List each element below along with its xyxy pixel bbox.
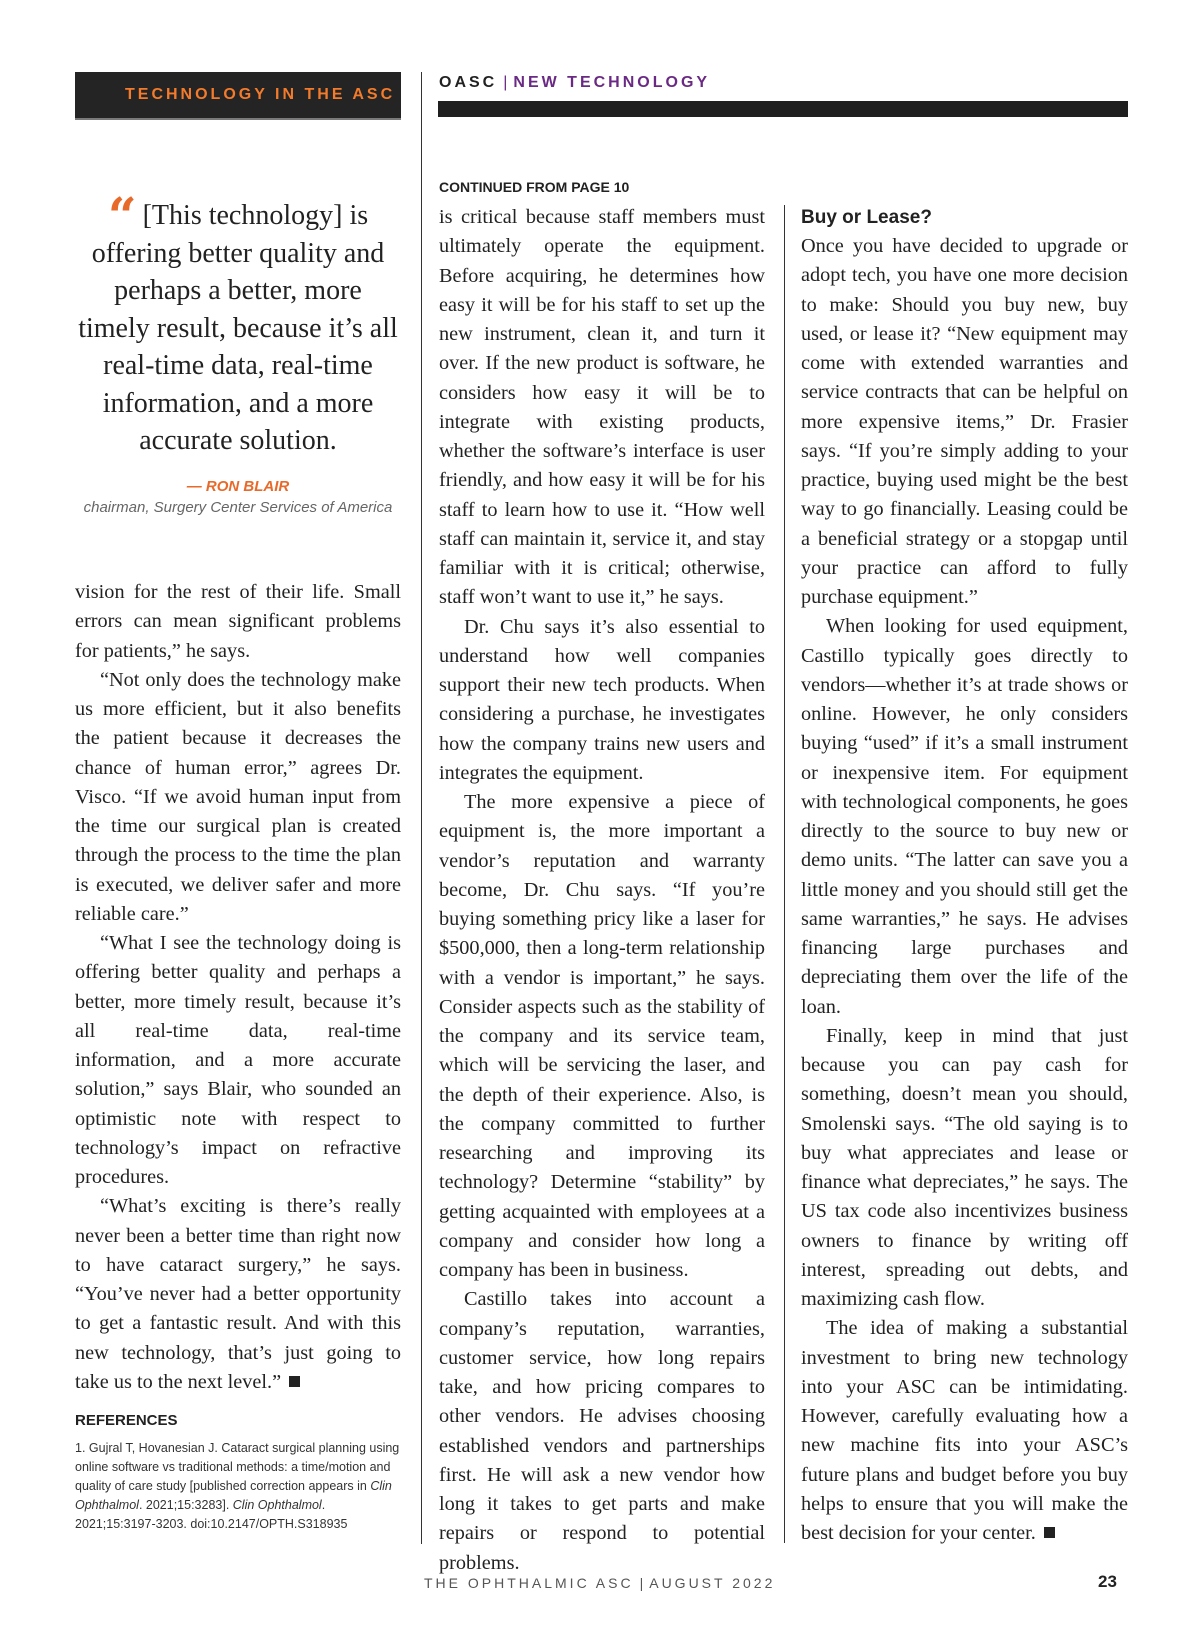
end-mark-icon [1044, 1527, 1055, 1538]
paragraph: Finally, keep in mind that just because you can pay cash for something, doesn’t mean you should, Smolenski says. “The old saying is to buy what appreciates and lease or finance what depreciates,” he says. The US tax code also incentivizes business owners to finance by writing off interest, spreading out debts, and maximizing cash flow. [801, 1024, 1128, 1310]
page-number: 23 [1098, 1572, 1117, 1591]
paragraph: “Not only does the technology make us more efficient, but it also benefits the patient because it decreases the chance of human error,” agrees Dr. Visco. “If we avoid human input from the time our surgical plan is created through the process to the time the plan is executed, we deliver safer and more reliable care.” [75, 668, 401, 925]
pull-quote-title: chairman, Surgery Center Services of America [83, 498, 393, 516]
pull-quote-body: [This technology] is offering better quality and perhaps a better, more timely result, because it’s all real-time data, real-time information, and a more accurate solution. [78, 200, 398, 456]
pull-quote-text [75, 186, 401, 460]
subheading: Buy or Lease? [801, 207, 932, 228]
paragraph: Once you have decided to upgrade or adopt tech, you have one more decision to make: Should you buy new, buy used, or lease it? “New equipment may come with extended warranties and service contracts that can be helpful on more expensive items,” Dr. Frasier says. “If you’re simply adding to your practice, buying used might be the best way to go financially. Leasing could be a beneficial strategy or a stopgap until your practice can afford to fully purchase equipment.” [801, 235, 1128, 608]
running-header [439, 74, 710, 92]
paragraph: is critical because staff members must ultimately operate the equipment. Before acquiring, he determines how easy it will be for his staff to set up the new instrument, clean it, and turn it over. If the new product is software, he considers how easy it will be to integrate with existing products, whether the software’s interface is user friendly, and how easy it will be for his staff to learn how to use it. “How well staff can maintain it, service it, and stay familiar with it is critical; otherwise, staff won’t want to use it,” he says. [439, 206, 765, 609]
header-separator: | [503, 74, 508, 91]
column-divider [421, 72, 422, 1544]
paragraph [801, 1314, 1128, 1548]
header-rule [438, 101, 1128, 117]
paragraph [75, 1192, 401, 1397]
references-heading: REFERENCES [75, 1412, 178, 1429]
paragraph: vision for the rest of their life. Small errors can mean significant problems for patients,” he says. [75, 581, 401, 662]
footer-date: AUGUST 2022 [649, 1575, 776, 1591]
pull-quote-attribution: — RON BLAIR [186, 477, 290, 495]
continued-label: CONTINUED FROM PAGE 10 [439, 179, 630, 195]
page-footer [424, 1575, 775, 1591]
pull-quote [75, 186, 401, 516]
paragraph: When looking for used equipment, Castillo typically goes directly to vendors—whether it’s at trade shows or online. However, he only considers buying “used” if it’s a small instrument or inexpensive item. For equipment with technological components, he goes directly to the source to buy new or demo units. “The latter can save you a little money and you should still get the same warranties,” he says. He advises financing large purchases and depreciating them over the life of the loan. [801, 615, 1128, 1018]
column-divider [784, 205, 785, 1543]
article-column-3 [801, 203, 1128, 1548]
header-section: NEW TECHNOLOGY [513, 74, 711, 91]
footer-publication: THE OPHTHALMIC ASC [424, 1575, 634, 1591]
reference-item: 1. Gujral T, Hovanesian J. Cataract surgical planning using online software vs traditional methods: a time/motion and quality of care study [published correction appears in Clin Ophthalmol. 2021;15:3283]. Clin Ophthalmol. 2021;15:3197-3203. doi:10.2147/OPTH.S318935 [75, 1441, 400, 1531]
article-column-1 [75, 578, 401, 1397]
end-mark-icon [289, 1376, 300, 1387]
paragraph-text: “What’s exciting is there’s really never been a better time than right now to have cataract surgery,” he says. “You’ve never had a better opportunity to get a fantastic result. And with this new technology, that’s just going to take us to the next level.” [75, 1195, 401, 1393]
header-publication: OASC [439, 74, 498, 91]
paragraph: The more expensive a piece of equipment is, the more important a vendor’s reputation and warranty become, Dr. Chu says. “If you’re buying something pricy like a laser for $500,000, then a long-term relationship with a vendor is important,” he says. Consider aspects such as the stability of the company and its service team, which will be servicing the laser, and the depth of their experience. Also, is the company committed to further researching and improving its technology? Determine “stability” by getting acquainted with employees at a company and consider how long a company has been in business. [439, 791, 765, 1281]
footer-separator: | [639, 1575, 644, 1591]
paragraph-text: The idea of making a substantial investment to bring new technology into your ASC can be intimidating. However, carefully evaluating how a new machine fits into your ASC’s future plans and budget before you buy helps to ensure that you will make the best decision for your center. [801, 1317, 1128, 1544]
section-banner [75, 72, 401, 118]
section-banner-label: TECHNOLOGY IN THE ASC [125, 86, 396, 103]
paragraph: Castillo takes into account a company’s reputation, warranties, customer service, how long repairs take, and how pricing compares to other vendors. He advises choosing established vendors and partnerships first. He will ask a new vendor how long it takes to get parts and make repairs or respond to potential problems. [439, 1288, 765, 1574]
paragraph: Dr. Chu says it’s also essential to understand how well companies support their new tech products. When considering a purchase, he investigates how the company trains new users and integrates the equipment. [439, 615, 765, 784]
paragraph: “What I see the technology doing is offering better quality and perhaps a better, more timely result, because it’s all real-time data, real-time information, and a more accurate solution,” says Blair, who sounded an optimistic note with respect to technology’s impact on refractive procedures. [75, 932, 401, 1188]
article-column-2 [439, 203, 765, 1578]
quote-mark-icon: “ [107, 186, 137, 245]
references [75, 1412, 401, 1534]
